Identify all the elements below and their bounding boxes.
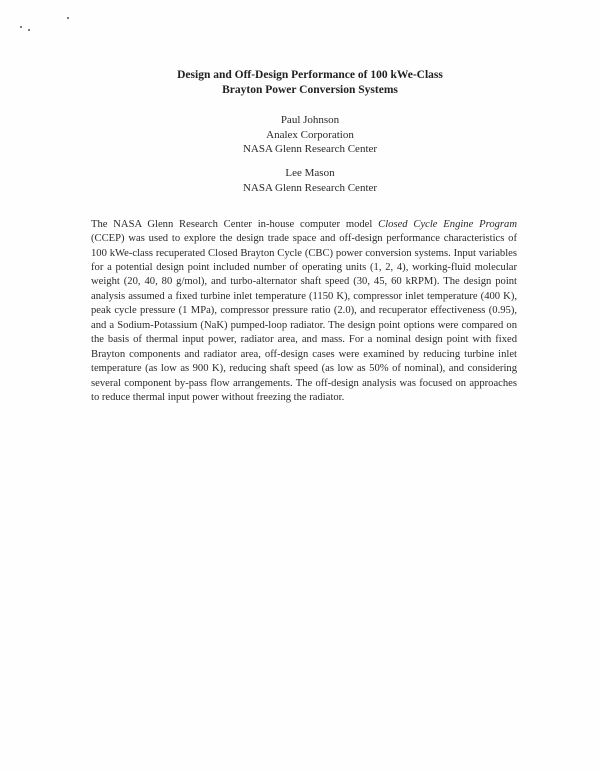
author-name: Paul Johnson	[280, 114, 340, 126]
paper-title	[100, 68, 520, 98]
author-block	[150, 166, 470, 195]
title-line-2: Brayton Power Conversion Systems	[222, 84, 398, 96]
author-name: Lee Mason	[285, 167, 335, 179]
author-affiliation: Analex Corporation	[266, 128, 354, 141]
program-name: Closed Cycle Engine Program	[378, 218, 517, 230]
scan-speck	[20, 26, 22, 28]
scan-speck	[28, 29, 30, 31]
abstract-paragraph	[91, 218, 517, 406]
author-affiliation: NASA Glenn Research Center	[242, 143, 378, 155]
title-line-1: Design and Off-Design Performance of 100 kWe-Class	[177, 69, 443, 81]
abstract-text: (CCEP) was used to explore the design trade space and off-design performance characteristics of 100 kWe-class recuperated Closed Brayton Cycle (CBC) power conversion systems. Input variables for a potential design point included number of operating units (1, 2, 4), working-fluid molecular weight (20, 40, 80 g/mol), and turbo-alternator shaft speed (30, 45, 60 kRPM). The design point analysis assumed a fixed turbine inlet temperature (1150 K), compressor inlet temperature (400 K), peak cycle pressure (1 MPa), compressor pressure ratio (2.0), and recuperator effectiveness (0.95), and a Sodium-Potassium (NaK) pumped-loop radiator. The design point options were compared on the basis of thermal input power, radiator area, and mass. For a nominal design point with fixed Brayton components and radiator area, off-design cases were examined by reducing turbine inlet temperature (as low as 900 K), reducing shaft speed (as low as 50% of nominal), and considering several component by-pass flow arrangements. The off-design analysis was focused on approaches to reduce thermal input power without freezing the radiator.	[91, 233, 517, 404]
scan-speck	[67, 17, 69, 19]
author-affiliation: NASA Glenn Research Center	[242, 181, 378, 194]
author-block	[150, 113, 470, 157]
abstract-text: The NASA Glenn Research Center in-house computer model	[91, 218, 379, 230]
